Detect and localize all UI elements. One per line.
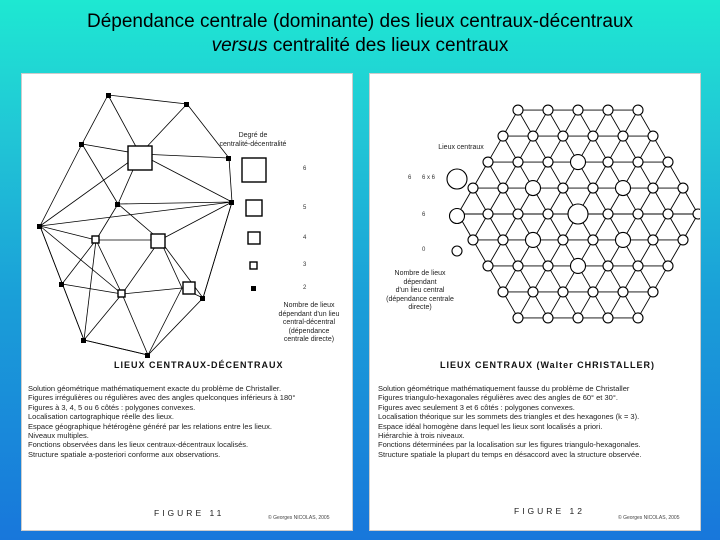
desc-line: Localisation théorique sur les sommets des triangles et des hexagones (k = 3).	[378, 412, 640, 422]
node-level-3b	[118, 290, 125, 297]
central-place-node-small	[648, 183, 658, 193]
left-copyright: © Georges NICOLAS, 2005	[268, 515, 330, 521]
desc-line: Espace géographique hétérogène généré par les relations entre les lieux.	[28, 421, 272, 431]
right-figure-label: FIGURE 12	[514, 506, 585, 516]
left-level-label: 6	[303, 166, 307, 172]
desc-line: Niveaux multiples.	[28, 431, 89, 441]
central-place-node-small	[513, 313, 523, 323]
desc-line: Localisation cartographique réelle des lieux.	[28, 412, 174, 422]
figure-12-panel	[370, 74, 700, 530]
desc-line: Figures irrégulières ou régulières avec des angles quelconques inférieurs à 180°	[28, 393, 296, 403]
legend-circle	[450, 209, 465, 224]
central-place-node-small	[603, 157, 613, 167]
node-level-6	[128, 146, 152, 170]
desc-line: Figures avec seulement 3 et 6 côtés : polygones convexes.	[378, 402, 575, 412]
central-place-node-small	[498, 235, 508, 245]
central-place-node-medium	[526, 181, 541, 196]
central-place-node-small	[543, 313, 553, 323]
right-level-extra: 6 x 6	[422, 175, 436, 181]
central-place-node-small	[498, 131, 508, 141]
desc-line: Hiérarchie à trois niveaux.	[378, 431, 465, 441]
desc-line: Espace idéal homogène dans lequel les lieux sont localisés a priori.	[378, 421, 603, 431]
title-line-2	[0, 34, 720, 58]
central-place-node-small	[633, 261, 643, 271]
left-legend-heading: Degré de centralité-décentralité	[219, 132, 287, 148]
left-level-label: 5	[303, 205, 307, 211]
legend-circle	[452, 246, 462, 256]
desc-line: Fonctions déterminées par la localisation sur les figures triangulo-hexagonales.	[378, 440, 641, 450]
central-place-node-small	[558, 235, 568, 245]
node-level-4	[151, 234, 165, 248]
desc-line: Solution géométrique mathématiquement fausse du problème de Christaller	[378, 384, 630, 393]
right-description	[378, 384, 698, 459]
central-place-node-small	[498, 287, 508, 297]
central-place-node-small	[663, 157, 673, 167]
central-place-node-small	[648, 235, 658, 245]
desc-line: Solution géométrique mathématiquement exacte du problème de Christaller.	[28, 384, 282, 393]
left-figure-label: FIGURE 11	[154, 508, 225, 518]
central-place-node-small	[633, 157, 643, 167]
central-place-node-small	[588, 183, 598, 193]
central-place-node-small	[603, 209, 613, 219]
left-caption: LIEUX CENTRAUX-DÉCENTRAUX	[114, 360, 284, 370]
right-dependence-label: Nombre de lieux dépendant d'un lieu central (dépendance centrale directe)	[386, 270, 454, 311]
central-place-node-medium	[571, 258, 586, 273]
central-place-node-small	[543, 157, 553, 167]
central-place-node-small	[603, 313, 613, 323]
central-place-node-small	[543, 261, 553, 271]
central-place-node-small	[558, 131, 568, 141]
central-place-node-small	[678, 235, 688, 245]
desc-line: Structure spatiale a-posteriori conforme aux observations.	[28, 449, 221, 459]
right-legend-heading: Lieux centraux	[438, 144, 484, 151]
figure-11-panel	[22, 74, 352, 530]
left-level-label: 3	[303, 262, 307, 268]
central-place-node-small	[663, 209, 673, 219]
right-level-label: 0	[422, 247, 426, 253]
central-place-node-small	[618, 131, 628, 141]
right-copyright: © Georges NICOLAS, 2005	[618, 515, 680, 521]
title-line-1: Dépendance centrale (dominante) des lieux centraux-décentraux	[86, 11, 634, 32]
central-place-node-medium	[616, 232, 631, 247]
central-place-node-medium	[526, 232, 541, 247]
central-place-node-small	[543, 209, 553, 219]
central-place-node-small	[633, 313, 643, 323]
desc-line: Figures triangulo-hexagonales régulières avec des angles de 60° et 30°.	[378, 393, 618, 403]
right-caption: LIEUX CENTRAUX (Walter CHRISTALLER)	[440, 360, 655, 370]
title-italic-word: versus	[211, 35, 268, 56]
desc-line: Fonctions observées dans les lieux centraux-décentraux localisés.	[28, 440, 249, 450]
left-level-label: 2	[303, 285, 307, 291]
central-place-node-large	[568, 204, 588, 224]
left-description	[28, 384, 348, 459]
central-place-node-small	[633, 209, 643, 219]
central-place-node-small	[648, 287, 658, 297]
central-place-node-small	[588, 287, 598, 297]
central-place-node-small	[468, 235, 478, 245]
node-level-3	[92, 236, 99, 243]
left-dependence-label: Nombre de lieux dépendant d'un lieu central-décentral (dépendance centrale directe)	[278, 302, 340, 343]
desc-line: Structure spatiale la plupart du temps en désaccord avec la structure observée.	[378, 449, 642, 459]
central-place-node-small	[483, 261, 493, 271]
right-level-label: 6	[408, 175, 412, 181]
central-place-node-small	[618, 287, 628, 297]
central-place-node-small	[528, 131, 538, 141]
central-place-node-small	[513, 105, 523, 115]
central-place-node-small	[513, 209, 523, 219]
central-place-node-small	[528, 287, 538, 297]
central-place-node-small	[573, 313, 583, 323]
central-place-node-small	[513, 157, 523, 167]
central-place-node-small	[498, 183, 508, 193]
central-place-node-small	[573, 105, 583, 115]
legend-circle	[447, 169, 467, 189]
central-place-node-medium	[571, 155, 586, 170]
central-place-node-small	[483, 209, 493, 219]
central-place-node-medium	[616, 181, 631, 196]
central-place-node-small	[483, 157, 493, 167]
central-place-node-small	[663, 261, 673, 271]
left-level-label: 4	[303, 235, 307, 241]
desc-line: Figures à 3, 4, 5 ou 6 côtés : polygones convexes.	[28, 402, 196, 412]
central-place-node-small	[633, 105, 643, 115]
central-place-node-small	[558, 183, 568, 193]
central-place-node-small	[468, 183, 478, 193]
central-place-node-small	[543, 105, 553, 115]
central-place-node-small	[558, 287, 568, 297]
central-place-node-small	[678, 183, 688, 193]
central-place-node-small	[588, 131, 598, 141]
central-place-node-small	[693, 209, 700, 219]
legend-squares	[242, 158, 266, 269]
central-place-node-small	[513, 261, 523, 271]
title-line-2-rest: centralité des lieux centraux	[267, 35, 509, 56]
central-place-node-small	[648, 131, 658, 141]
central-place-node-small	[603, 261, 613, 271]
node-level-4b	[183, 282, 195, 294]
right-level-label: 6	[422, 212, 426, 218]
slide-title	[0, 10, 720, 58]
central-place-node-small	[603, 105, 613, 115]
central-place-node-small	[588, 235, 598, 245]
